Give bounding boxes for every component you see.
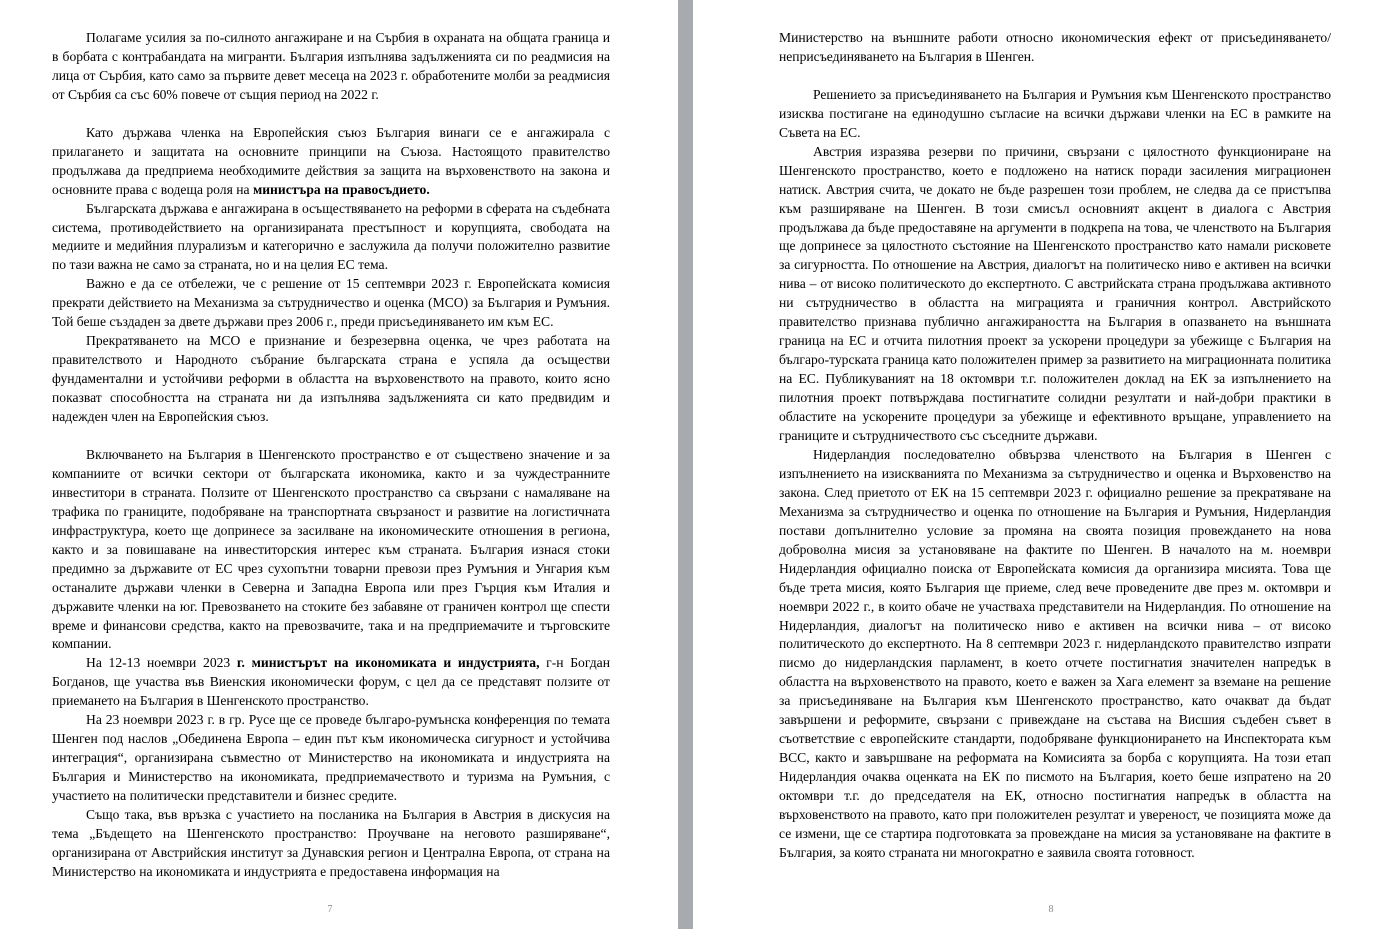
paragraph-text: На 12-13 ноември 2023 <box>86 655 237 671</box>
paragraph-reforms: Българската държава е ангажирана в осъществяването на реформи в сферата на съдебната система, противодействието на организираната престъпност и корупцията, свободата на медиите и медийния плурализъм и категорично е заслужила да получи положително развитие по тази важна не само за страната, но и на целия ЕС тема. <box>52 200 610 273</box>
paragraph-netherlands: Нидерландия последователно обвързва членството на България в Шенген с изпълнението на изискванията по Механизма за сътрудничество и оценка и Върховенство на закона. След приетото от ЕК на 15 септември 2023 г. официално решение за прекратяване на Механизма за сътрудничество и оценка по отношение на България и Румъния, Нидерландия постави допълнително условие за промяна на своята позиция провеждането на нова доброволна мисия за установяване на фактите по Шенген. В началото на м. ноември Нидерландия официално поиска от Европейската комисия да организира мисията. Това ще бъде трета мисия, която България ще приеме, след вече проведените две през м. октомври и ноември 2022 г., в които обаче не участваха представители на Нидерландия. По отношение на Нидерландия, диалогът на политическо ниво е активен на всички нива – от високо политическото до експертното. На 8 септември 2023 г. нидерландското правителство изпрати писмо до нидерландския парламент, в което отчете постигнатия значителен напредък в областта на върховенството на правото, което е важен за Хага елемент за вземане на решение за присъединяване на България към Шенгенското пространство, като очакват да бъдат завършени и реформите, свързани с привеждане на състава на Висшия съдебен съвет в съответствие с европейските стандарти, подобряване функционирането на Инспектората към ВСС, както и завършване на реформата на Комисията за борба с корупцията. На този етап Нидерландия очаква оценката на ЕК по писмото на България, което беше изпратено на 20 октомври т.г. до председателя на ЕК, относно постигнатия напредък в областта на върховенството на правото, като при положителен резултат и увереност, че позицията може да се измени, ще се стартира подготовката за провеждане на мисия за установяване на фактите в България, за която страната ни многократно е заявила своята готовност. <box>779 446 1331 860</box>
paragraph-text: г-н Богдан Богданов, ще участва във Виенския икономически форум, с цел да се представят ползите от приемането на България в Шенгенското пространство. <box>52 655 610 709</box>
document-page-7 <box>0 0 678 929</box>
paragraph-austria: Австрия изразява резерви по причини, свързани с цялостното функциониране на Шенгенското пространство, което е подложено на натиск поради засиления миграционен натиск. Австрия счита, че докато не бъде разрешен този проблем, не следва да се пристъпва към разширяване на Шенген. В този смисъл основният акцент в диалога с Австрия продължава да бъде предоставяне на аргументи в подкрепа на това, че членството на България ще допринесе за цялостното състояние на Шенгенското пространство като намали рисковете за сигурността. По отношение на Австрия, диалогът на политическо ниво е активен на всички нива – от високо политическото до експертното. С австрийската страна продължава активното ни сътрудничество в областта на миграцията и граничния контрол. Австрийското правителство признава публично ангажираността на България в опазването на външната граница на ЕС и отчита пилотния проект за ускорени процедури за убежище с България на българо-турската граница като положителен пример за развитието на миграционната политика на ЕС. Публикуваният на 18 октомври т.г. положителен доклад на ЕК за изпълнението на пилотния проект потвърждава постигнатите солидни резултати и най-добри практики в областите на ускорените процедури за убежище и ефективното връщане, управлението на границите и сътрудничеството със съседните държави. <box>779 143 1331 443</box>
page-8-text-column <box>779 29 1331 863</box>
bold-text: г. министърът на икономиката и индустрията, <box>236 655 540 671</box>
paragraph-serbia-border: Полагаме усилия за по-силното ангажиране и на Сърбия в охраната на общата граница и в борбата с контрабандата на мигранти. България изпълнява задълженията си по реадмисия на лица от Сърбия, като само за първите девет месеца на 2023 г. обработените молби за реадмисия от Сърбия са със 60% повече от същия период на 2022 г. <box>52 30 610 102</box>
paragraph-ruse-conference: На 23 ноември 2023 г. в гр. Русе ще се проведе българо-румънска конференция по темата Шенген под наслов „Обединена Европа – един път към икономическа сигурност и устойчива интеграция“, организирана съвместно от Министерство на икономиката и индустрията на България и Министерство на икономиката, предприемачеството и туризма на Румъния, с участието на политически представители и бизнес средите. <box>52 712 610 804</box>
paragraph-gap <box>52 427 610 446</box>
paragraph-vienna-forum <box>52 654 610 711</box>
paragraph-eu-principles <box>52 124 610 200</box>
paragraph-cvm-termination: Прекратяването на МСО е признание и безрезервна оценка, че чрез работата на правителството и Народното събрание българската страна е успяла да осъществи фундаментални и устойчиви реформи в областта на върховенството на правото, които ясно показват способността на страната ни да изпълнява задълженията си като предвидим и надежден член на Европейския съюз. <box>52 333 610 425</box>
paragraph-mfa-continuation: Министерство на външните работи относно икономическия ефект от присъединяването/неприсъединяването на България в Шенген. <box>779 30 1331 64</box>
paragraph-text: Като държава членка на Европейския съюз България винаги се е ангажирала с прилагането и защитата на основните принципи на Съюза. Настоящото правителство продължава да предприема необходимите действия за защита на върховенството на закона и основните права с водеща роля на <box>52 124 610 197</box>
page-number: 8 <box>1048 904 1054 915</box>
paragraph-schengen-economy: Включването на България в Шенгенското пространство е от съществено значение и за компаниите от всички сектори от българската икономика, както и за чуждестранните инвеститори в страната. Ползите от Шенгенското пространство са свързани с намаляване на трафика по границите, подобряване на транспортната свързаност и развитие на логистичната инфраструктура, което ще допринесе за засилване на икономическите отношения в региона, както и за повишаване на инвеститорския интерес към страната. България изнася стоки предимно за държавите от ЕС чрез сухопътни товарни превози през Румъния и Унгария към останалите държави членки в Северна и Западна Европа или през Гърция към Италия и държавите членки на юг. Превозването на стоките без забавяне от граничен контрол ще спести време и финансови средства, както на превозвачите, така и на предприемачите и търговските компании. <box>52 446 610 652</box>
paragraph-gap <box>779 67 1331 86</box>
page-gutter <box>678 0 693 929</box>
document-page-8 <box>693 0 1374 929</box>
bold-text: министъра на правосъдието. <box>252 181 430 197</box>
page-7-text-column <box>52 29 610 882</box>
paragraph-ambassador-discussion: Също така, във връзка с участието на посланика на България в Австрия в дискусия на тема „Бъдещето на Шенгенското пространство: Проучване на неговото разширяване“, организирана от Австрийския институт за Дунавския регион и Централна Европа, от страна на Министерство на икономиката и индустрията е предоставена информация на <box>52 807 610 879</box>
page-number: 7 <box>327 904 333 915</box>
paragraph-unanimity: Решението за присъединяването на България и Румъния към Шенгенското пространство изисква постигане на единодушно съгласие на всички държави членки на ЕС в рамките на Съвета на ЕС. <box>779 86 1331 140</box>
paragraph-gap <box>52 105 610 124</box>
paragraph-cvm-decision: Важно е да се отбележи, че с решение от 15 септември 2023 г. Европейската комисия прекрати действието на Механизма за сътрудничество и оценка (МСО) за България и Румъния. Той беше създаден за двете държави през 2006 г., преди присъединяването им към ЕС. <box>52 276 610 330</box>
